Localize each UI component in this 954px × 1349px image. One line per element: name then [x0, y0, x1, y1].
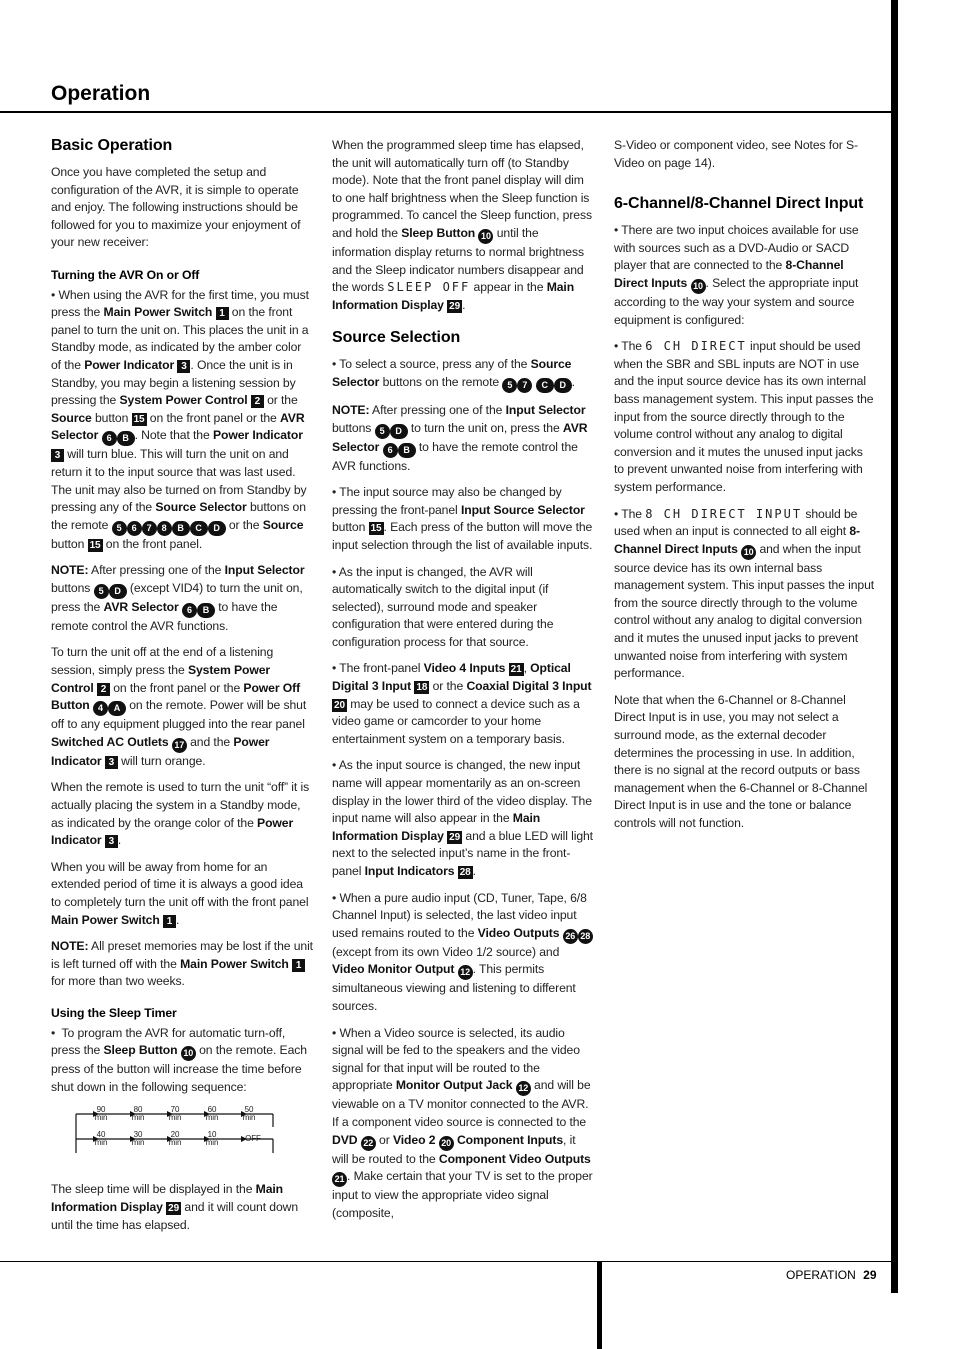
note-memory-paragraph: NOTE: All preset memories may be lost if the unit is left turned off with the Main Power Switch 1 for more than two weeks. — [51, 939, 313, 989]
pure-audio-paragraph: • When a pure audio input (CD, Tuner, Tape, 6/8 Channel Input) is selected, the last video input used remains routed to the Video Outputs 26 28 (except from its own Video 1/2 source) and Video Monitor Output 12 . This permits simultaneous viewing and listening to different sources. — [332, 890, 594, 1016]
sleep-step-label: 90 min — [94, 1105, 108, 1123]
sleep-step-label: 30 min — [131, 1130, 145, 1148]
lcd-6ch-direct: 6 CH DIRECT — [645, 339, 747, 354]
column-3 — [614, 137, 876, 842]
standby-paragraph: When the remote is used to turn the unit “off” it is actually placing the system in a Standby mode, as indicated by the orange color of the Power Indicator 3 . — [51, 780, 310, 848]
note-input-selector-1: NOTE: After pressing one of the Input Selector buttons 5 D (except VID4) to turn the unit on, press the AVR Selector 6 B to have the remote control the AVR functions. — [51, 563, 305, 633]
video-source-paragraph: • When a Video source is selected, its audio signal will be fed to the speakers and the video signal for that input will be routed to the appropriate Monitor Output Jack 12 and will be viewable on a TV monitor connected to the AVR. If a component video source is connected to the DVD 22 or Video 2 20 Component Inputs, it will be routed to the Component Video Outputs 21 . Make certain that your TV is set to the proper input to view the appropriate video signal (composite, — [332, 1025, 593, 1220]
column-2 — [332, 137, 594, 1231]
direct-input-intro: • There are two input choices available for use with sources such as a DVD-Audio or SACD player that are connected to the 8-Channel Direct Inputs 10 . Select the appropriate input according to the way your system and source equipment is configured: — [614, 223, 859, 327]
source-select-paragraph: • To select a source, press any of the Source Selector buttons on the remote 5 7 C D . — [332, 356, 594, 393]
sleep-step-label: 70 min — [168, 1105, 182, 1123]
sleep-step-label: 40 min — [94, 1130, 108, 1148]
input-name-display-paragraph: • As the input source is changed, the new input name will appear momentarily as an on-screen display in the lower third of the video display. The input name will also appear in the Main Information Display 29 and a blue LED will light next to the selected input’s name in the front-panel Input Indicators 28 . — [332, 758, 593, 878]
note-input-selector-2: NOTE: After pressing one of the Input Selector buttons 5 D to turn the unit on, press the AVR Selector 6 B to have the remote control the AVR functions. — [332, 402, 588, 473]
sleep-display-paragraph: The sleep time will be displayed in the Main Information Display 29 and it will count down until the time has elapsed. — [51, 1182, 299, 1232]
sleep-heading: Using the Sleep Timer — [51, 1005, 177, 1020]
lcd-sleep-off: SLEEP OFF — [387, 280, 471, 295]
sleep-step-label: OFF — [245, 1134, 261, 1144]
lcd-8ch-direct-input: 8 CH DIRECT INPUT — [645, 506, 803, 521]
right-margin-bar — [891, 0, 898, 1293]
sleep-step-label: 10 min — [205, 1130, 219, 1148]
digital-input-paragraph: • As the input is changed, the AVR will automatically switch to the digital input (if selected), surround mode and speaker configuration that were entered during the configuration process for that source. — [332, 564, 554, 649]
page-number: 29 — [863, 1268, 877, 1282]
sleep-step-label: 50 min — [242, 1105, 256, 1123]
basic-operation-heading: Basic Operation — [51, 137, 173, 154]
sleep-sequence-svg — [73, 1105, 283, 1157]
sleep-paragraph: Using the Sleep Timer • To program the AVR for automatic turn-off, press the Sleep Button 10 on the remote. Each press of the button will increase the time before shut down in the following sequence: — [51, 1005, 313, 1096]
six-channel-paragraph: • The 6 CH DIRECT input should be used when the SBR and SBL inputs are NOT in use and the input source device has its own internal bass management system. This input passes the input from the source directly through to the volume control without any analog to digital conversion and it mutes the unused input jacks to prevent unwanted noise from interfering with system performance. — [614, 339, 874, 494]
eight-channel-paragraph: • The 8 CH DIRECT INPUT should be used when an input is connected to all eight 8-Channel Direct Inputs 10 and when the input source device has its own internal bass management system. This input passes the input from the source directly through to the volume control without any analog to digital conversion and it mutes the unused input jacks to prevent unwanted noise from interfering with system performance. — [614, 506, 875, 681]
sleep-step-label: 20 min — [168, 1130, 182, 1148]
turn-off-paragraph: To turn the unit off at the end of a listening session, simply press the System Power Control 2 on the front panel or the Power Off Button 4 A on the remote. Power will be shut off to any equipment plugged into the rear panel Switched AC Outlets 17 and the Power Indicator 3 will turn orange. — [51, 645, 307, 768]
note-direct-input-paragraph: Note that when the 6-Channel or 8-Channel Direct Input is in use, you may not select a surround mode, as the external decoder determines the processing in use. In addition, there is no signal at the record outputs or bass management when the 6-Channel or 8-Channel Direct Input is in use and the tone or balance controls will not function. — [614, 692, 868, 830]
source-selection-heading: Source Selection — [332, 329, 461, 347]
footer-section: OPERATION — [786, 1268, 856, 1282]
turning-on-paragraph: Turning the AVR On or Off • When using the AVR for the first time, you must press the Main Power Switch 1 on the front panel to turn the unit on. This places the unit in a Standby mode, as indicated by the amber color of the Power Indicator 3 . Once the unit is in Standby, you may begin a listening session by pressing the System Power Control 2 or the Source button 15 on the front panel or the AVR Selector 6 B . Note that the Power Indicator 3 will turn blue. This will turn the unit on and return it to the input source that was last used. The unit may also be turned on from Standby by pressing any of the Source Selector buttons on the remote 5 6 7 8 B C D or the Source button 15 on the front panel. — [51, 267, 313, 553]
sleep-step-label: 80 min — [131, 1105, 145, 1123]
front-panel-selector-paragraph: • The input source may also be changed by pressing the front-panel Input Source Selector button 15 . Each press of the button will move the input selection through the list of available inputs. — [332, 485, 593, 552]
svideo-continuation: S-Video or component video, see Notes for S-Video on page 14). — [614, 138, 858, 170]
header-rule — [0, 111, 898, 113]
direct-input-heading: 6-Channel/8-Channel Direct Input — [614, 195, 864, 213]
front-panel-inputs-paragraph: • The front-panel Video 4 Inputs 21 , Optical Digital 3 Input 18 or the Coaxial Digital 3 Input 20 may be used to connect a device such as a video game or camcorder to your home entertainment system on a temporary basis. — [332, 661, 592, 746]
sleep-elapsed-paragraph: When the programmed sleep time has elapsed, the unit will automatically turn off (to Standby mode). Note that the front panel display will dim to one half brightness when the Sleep function is programmed. To cancel the Sleep function, press and hold the Sleep Button 10 until the information display returns to normal brightness and the Sleep indicator numbers disappear and the words SLEEP OFF appear in the Main Information Display 29 . — [332, 138, 592, 312]
column-1 — [51, 136, 313, 1243]
away-paragraph: When you will be away from home for an extended period of time it is always a good idea to completely turn the unit off with the front panel Main Power Switch 1 . — [51, 859, 309, 927]
page-title: Operation — [51, 82, 151, 105]
footer-rule — [0, 1261, 898, 1262]
intro-paragraph: Once you have completed the setup and configuration of the AVR, it is simple to operate and enjoy. The following instructions should be followed for you to maximize your enjoyment of your new receiver: — [51, 165, 301, 250]
turning-on-heading: Turning the AVR On or Off — [51, 267, 200, 282]
footer-bar — [597, 1261, 602, 1349]
sleep-sequence-diagram — [73, 1105, 283, 1157]
page-folio — [786, 1268, 877, 1282]
sleep-step-label: 60 min — [205, 1105, 219, 1123]
